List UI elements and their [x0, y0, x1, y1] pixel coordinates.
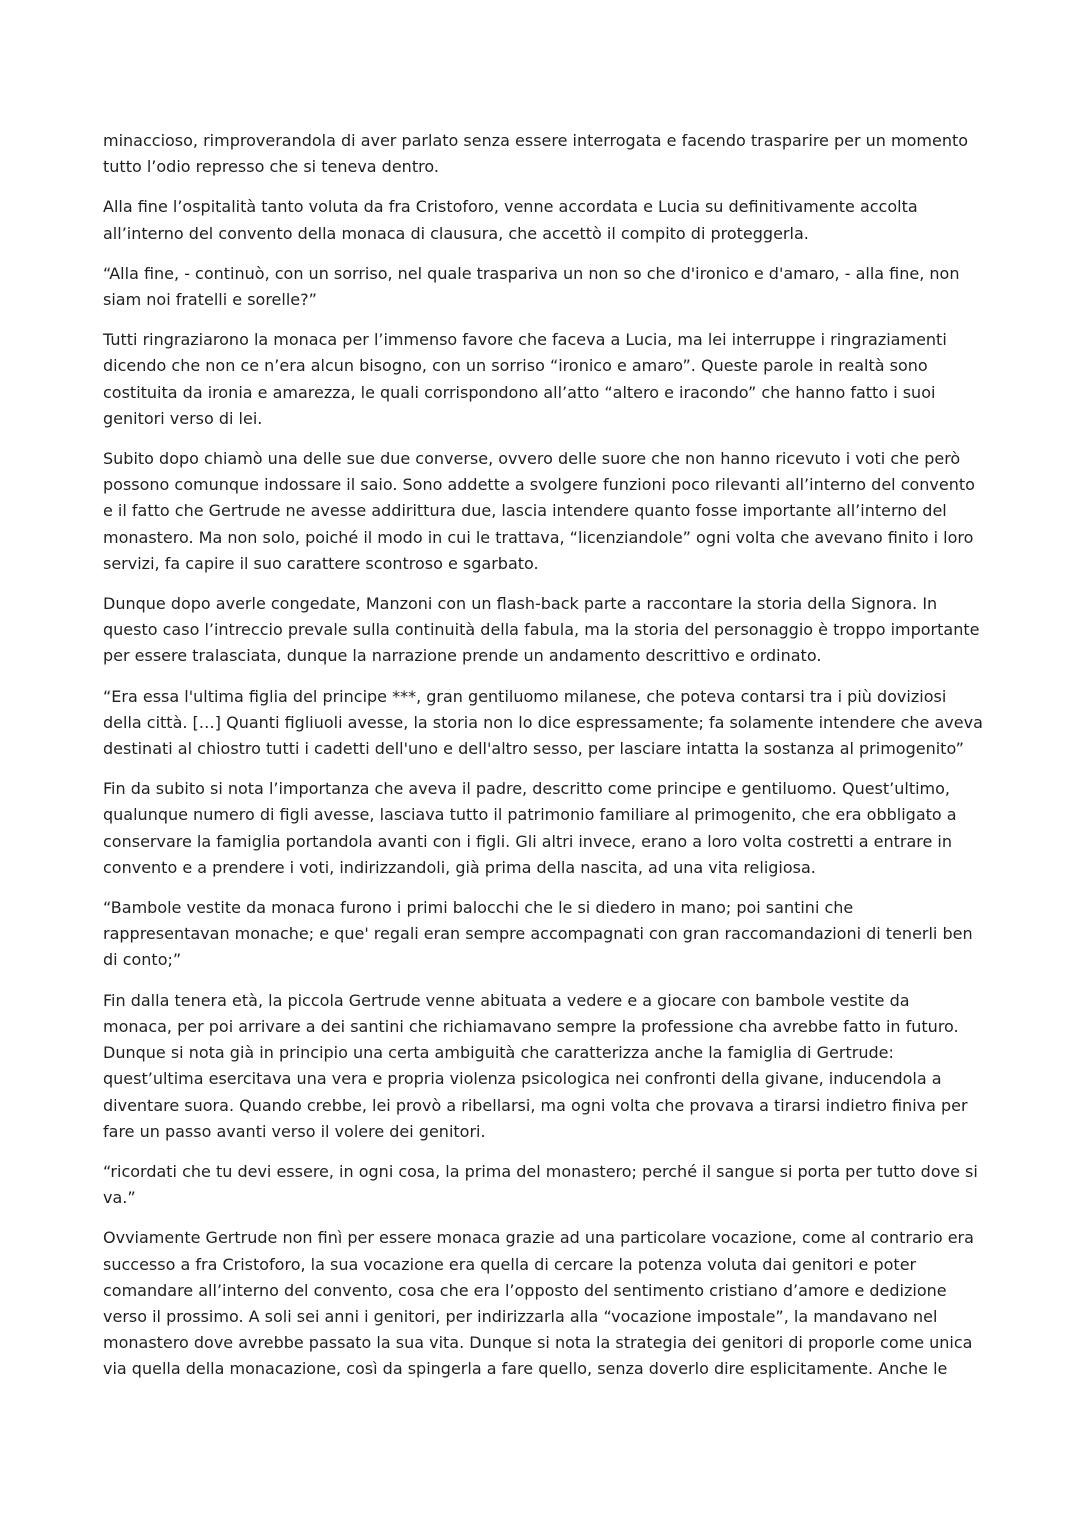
quote-paragraph-2: “Era essa l'ultima figlia del principe ***, gran gentiluomo milanese, che poteva contarsi tra i più doviziosi della città. […] Quanti figliuoli avesse, la storia non lo dice espressamente; fa solamente intendere che aveva destinati al chiostro tutti i cadetti dell'uno e dell'altro sesso, per lasciare intatta la sostanza al primogenito” [103, 686, 983, 759]
quote-paragraph-4: “ricordati che tu devi essere, in ogni cosa, la prima del monastero; perché il sangue si porta per tutto dove si va.” [103, 1161, 978, 1208]
paragraph-4: Subito dopo chiamò una delle sue due converse, ovvero delle suore che non hanno ricevuto i voti che però possono comunque indossare il saio. Sono addette a svolgere funzioni poco rilevanti all’interno del convento e il fatto che Gertrude ne avesse addirittura due, lascia intendere quanto fosse importante all’interno del monastero. Ma non solo, poiché il modo in cui le trattava, “licenziandole” ogni volta che avevano finito i loro servizi, fa capire il suo carattere scontroso e sgarbato. [103, 449, 975, 573]
paragraph-7: Fin dalla tenera età, la piccola Gertrude venne abituata a vedere e a giocare con bambole vestite da monaca, per poi arrivare a dei santini che richiamavano sempre la professione cha avrebbe fatto in futuro. Dunque si nota già in principio una certa ambiguità che caratterizza anche la famiglia di Gertrude: quest’ultima esercitava una vera e propria violenza psicologica nei confronti della givane, inducendola a diventare suora. Quando crebbe, lei provò a ribellarsi, ma ogni volta che provava a tirarsi indietro finiva per fare un passo avanti verso il volere dei genitori. [103, 990, 968, 1141]
quote-paragraph-1: “Alla fine, - continuò, con un sorriso, nel quale traspariva un non so che d'ironico e d'amaro, - alla fine, non siam noi fratelli e sorelle?” [103, 263, 960, 310]
paragraph-1: minaccioso, rimproverandola di aver parlato senza essere interrogata e facendo trasparire per un momento tutto l’odio represso che si teneva dentro. [103, 131, 969, 177]
document-page [103, 128, 983, 1397]
paragraph-5: Dunque dopo averle congedate, Manzoni con un flash-back parte a raccontare la storia della Signora. In questo caso l’intreccio prevale sulla continuità della fabula, ma la storia del personaggio è troppo importante per essere tralasciata, dunque la narrazione prende un andamento descrittivo e ordinato. [103, 594, 980, 666]
paragraph-3: Tutti ringraziarono la monaca per l’immenso favore che faceva a Lucia, ma lei interruppe i ringraziamenti dicendo che non ce n’era alcun bisogno, con un sorriso “ironico e amaro”. Queste parole in realtà sono costituita da ironia e amarezza, le quali corrispondono all’atto “altero e iracondo” che hanno fatto i suoi genitori verso di lei. [103, 330, 947, 428]
quote-paragraph-3: “Bambole vestite da monaca furono i primi balocchi che le si diedero in mano; poi santini che rappresentavan monache; e que' regali eran sempre accompagnati con gran raccomandazioni di tenerli ben di conto;” [103, 898, 973, 970]
paragraph-8: Ovviamente Gertrude non finì per essere monaca grazie ad una particolare vocazione, come al contrario era successo a fra Cristoforo, la sua vocazione era quella di cercare la potenza voluta dai genitori e poter comandare all’interno del convento, cosa che era l’opposto del sentimento cristiano d’amore e dedizione verso il prossimo. A soli sei anni i genitori, per indirizzarla alla “vocazione impostale”, la mandavano nel monastero dove avrebbe passato la sua vita. Dunque si nota la strategia dei genitori di proporle come unica via quella della monacazione, così da spingerla a fare quello, senza doverlo dire esplicitamente. Anche le [103, 1228, 974, 1379]
paragraph-2: Alla fine l’ospitalità tanto voluta da fra Cristoforo, venne accordata e Lucia su definitivamente accolta all’interno del convento della monaca di clausura, che accettò il compito di proteggerla. [103, 197, 918, 243]
paragraph-6: Fin da subito si nota l’importanza che aveva il padre, descritto come principe e gentiluomo. Quest’ultimo, qualunque numero di figli avesse, lasciava tutto il patrimonio familiare al primogenito, che era obbligato a conservare la famiglia portandola avanti con i figli. Gli altri invece, erano a loro volta costretti a entrare in convento e a prendere i voti, indirizzandoli, già prima della nascita, ad una vita religiosa. [103, 779, 957, 877]
